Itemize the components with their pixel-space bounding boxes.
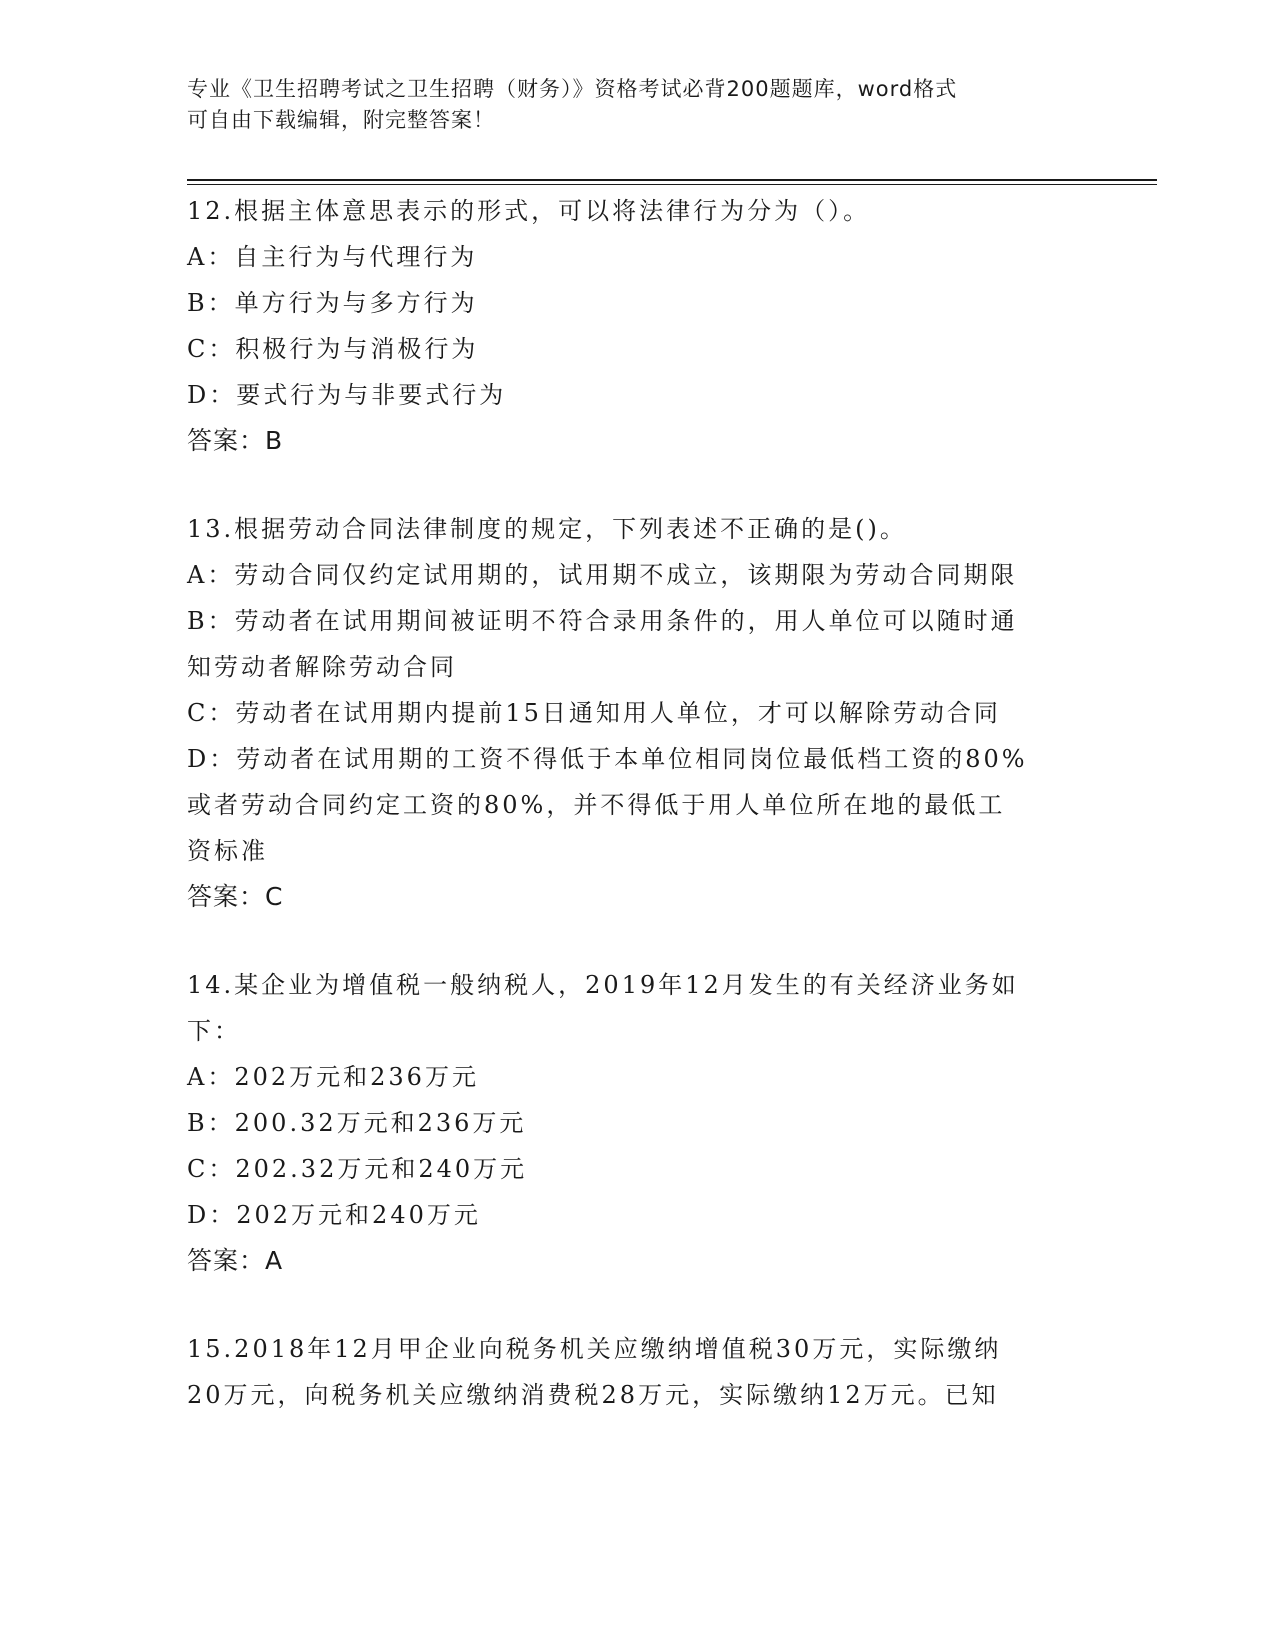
question-spacer (187, 1284, 1087, 1326)
option-a: A：自主行为与代理行为 (187, 243, 478, 271)
question-15 (187, 1326, 1087, 1418)
answer-label: 答案：C (187, 882, 284, 911)
option-d: D：202万元和240万元 (187, 1201, 481, 1229)
option-a: A：劳动合同仅约定试用期的，试用期不成立，该期限为劳动合同期限 (187, 561, 1018, 589)
option-d: D：劳动者在试用期的工资不得低于本单位相同岗位最低档工资的80% (187, 745, 1028, 773)
question-stem: 13.根据劳动合同法律制度的规定，下列表述不正确的是()。 (187, 515, 907, 543)
question-list (187, 188, 1087, 1418)
header-line-2: 可自由下载编辑，附完整答案！ (187, 108, 495, 132)
answer-label: 答案：B (187, 426, 284, 455)
answer-label: 答案：A (187, 1246, 284, 1275)
option-c: C：202.32万元和240万元 (187, 1155, 528, 1183)
question-stem: 15.2018年12月甲企业向税务机关应缴纳增值税30万元，实际缴纳 (187, 1335, 1002, 1363)
question-spacer (187, 464, 1087, 506)
option-b: B：单方行为与多方行为 (187, 289, 478, 317)
question-14 (187, 962, 1087, 1284)
option-c: C：积极行为与消极行为 (187, 335, 479, 363)
document-header (187, 74, 1077, 136)
question-spacer (187, 920, 1087, 962)
option-c: C：劳动者在试用期内提前15日通知用人单位，才可以解除劳动合同 (187, 699, 1001, 727)
header-divider-thick (187, 179, 1157, 181)
question-stem-continued: 下： (187, 1017, 241, 1045)
question-stem: 14.某企业为增值税一般纳税人，2019年12月发生的有关经济业务如 (187, 971, 1019, 999)
option-d: D：要式行为与非要式行为 (187, 381, 507, 409)
option-b-continued: 知劳动者解除劳动合同 (187, 653, 457, 681)
question-12 (187, 188, 1087, 464)
question-stem-continued: 20万元，向税务机关应缴纳消费税28万元，实际缴纳12万元。已知 (187, 1381, 999, 1409)
option-d-continued: 或者劳动合同约定工资的80%，并不得低于用人单位所在地的最低工 (187, 791, 1006, 819)
question-13 (187, 506, 1087, 920)
option-b: B：劳动者在试用期间被证明不符合录用条件的，用人单位可以随时通 (187, 607, 1018, 635)
option-b: B：200.32万元和236万元 (187, 1109, 527, 1137)
option-a: A：202万元和236万元 (187, 1063, 479, 1091)
question-stem: 12.根据主体意思表示的形式，可以将法律行为分为（）。 (187, 197, 871, 225)
header-line-1: 专业《卫生招聘考试之卫生招聘（财务）》资格考试必背200题题库，word格式 (187, 77, 958, 101)
header-divider-thin (187, 184, 1157, 185)
option-d-continued: 资标准 (187, 837, 268, 865)
